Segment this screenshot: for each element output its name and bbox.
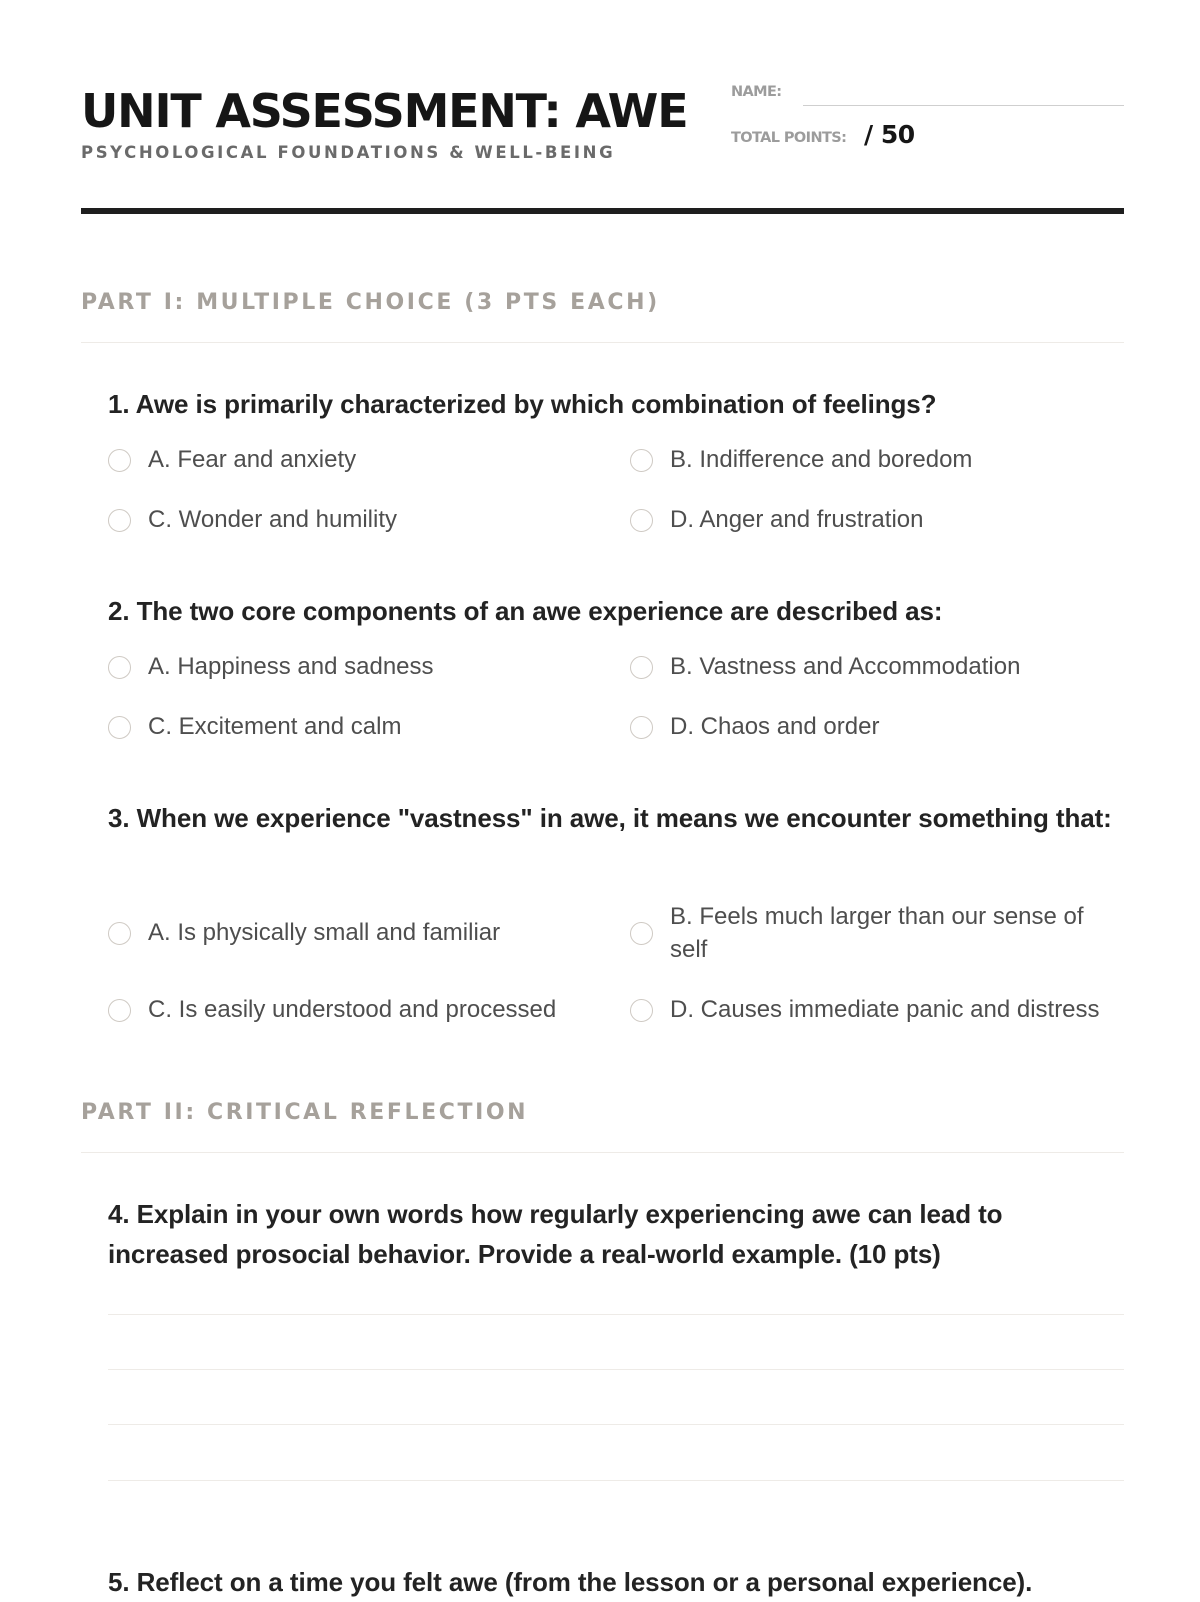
radio-button[interactable]	[108, 509, 131, 532]
answer-line[interactable]	[108, 1369, 1124, 1370]
question-1: 1. Awe is primarily characterized by which combination of feelings?	[108, 389, 937, 419]
radio-button[interactable]	[108, 999, 131, 1022]
radio-button[interactable]	[630, 656, 653, 679]
name-label: NAME:	[731, 84, 782, 100]
part1-heading: PART I: MULTIPLE CHOICE (3 PTS EACH)	[81, 290, 660, 315]
page-subtitle: PSYCHOLOGICAL FOUNDATIONS & WELL-BEING	[81, 143, 616, 162]
option-label: B. Indifference and boredom	[670, 446, 973, 473]
question-3: 3. When we experience "vastness" in awe, it means we encounter something that:	[108, 803, 1112, 833]
question-2: 2. The two core components of an awe experience are described as:	[108, 596, 943, 626]
answer-line[interactable]	[108, 1424, 1124, 1425]
option-label: B. Feels much larger than our sense of self	[670, 903, 1084, 963]
part1-divider	[81, 342, 1124, 343]
total-points-label: TOTAL POINTS:	[731, 130, 847, 146]
radio-button[interactable]	[108, 656, 131, 679]
radio-button[interactable]	[630, 922, 653, 945]
radio-button[interactable]	[108, 922, 131, 945]
answer-line[interactable]	[108, 1314, 1124, 1315]
radio-button[interactable]	[108, 449, 131, 472]
option-label: A. Fear and anxiety	[148, 446, 357, 473]
header-divider	[81, 208, 1124, 214]
question-5: 5. Reflect on a time you felt awe (from the lesson or a personal experience).	[108, 1567, 1033, 1597]
answer-line[interactable]	[108, 1480, 1124, 1481]
option-label: D. Causes immediate panic and distress	[670, 996, 1100, 1023]
option-label: B. Vastness and Accommodation	[670, 653, 1021, 680]
option-label: C. Is easily understood and processed	[148, 996, 557, 1023]
option-label: A. Happiness and sadness	[148, 653, 434, 680]
part2-heading: PART II: CRITICAL REFLECTION	[81, 1100, 529, 1125]
page-title: UNIT ASSESSMENT: AWE	[81, 84, 688, 138]
radio-button[interactable]	[630, 449, 653, 472]
total-points-value: / 50	[864, 120, 915, 149]
option-label: A. Is physically small and familiar	[148, 919, 501, 946]
option-label: C. Excitement and calm	[148, 713, 402, 740]
option-label: D. Chaos and order	[670, 713, 880, 740]
radio-button[interactable]	[630, 716, 653, 739]
question-4: 4. Explain in your own words how regularly experiencing awe can lead to increased prosocial behavior. Provide a real-world example. (10 pts)	[108, 1199, 1003, 1269]
assessment-header	[81, 80, 1124, 214]
option-label: C. Wonder and humility	[148, 506, 397, 533]
name-field[interactable]	[803, 105, 1124, 106]
radio-button[interactable]	[108, 716, 131, 739]
radio-button[interactable]	[630, 999, 653, 1022]
part2-divider	[81, 1152, 1124, 1153]
option-label: D. Anger and frustration	[670, 506, 924, 533]
radio-button[interactable]	[630, 509, 653, 532]
